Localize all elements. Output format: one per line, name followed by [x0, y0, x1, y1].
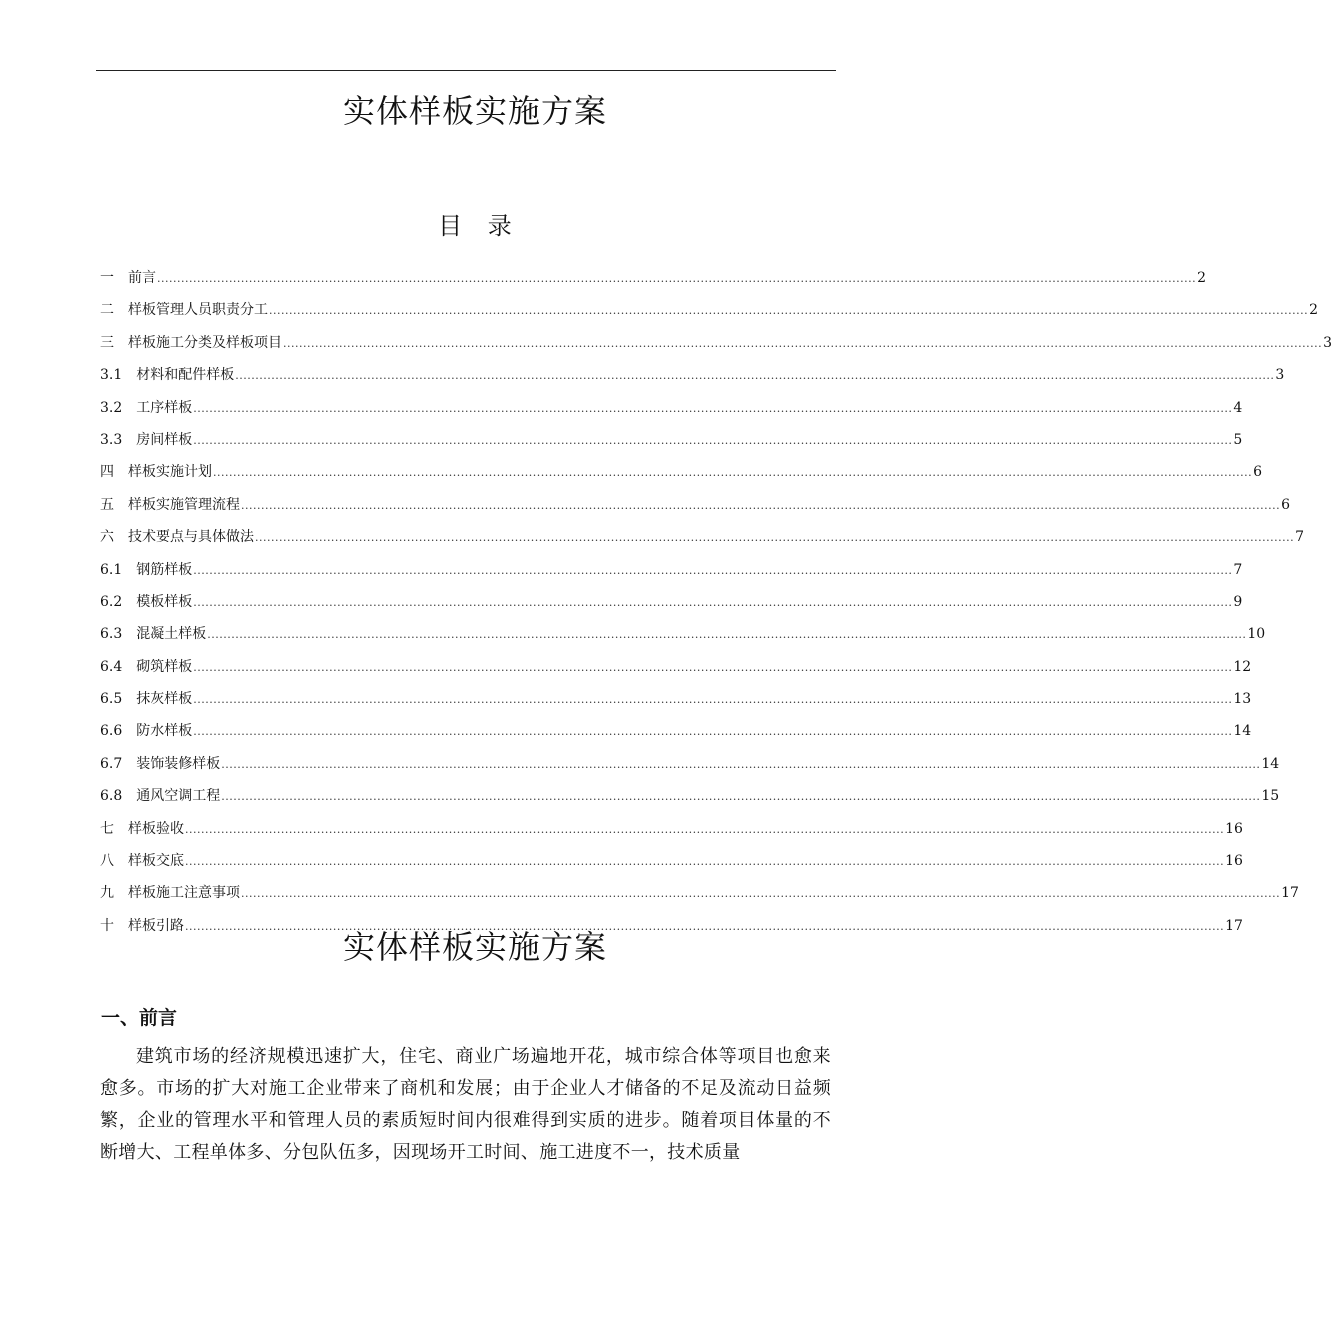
toc-entry-page: 5 [1233, 431, 1243, 448]
toc-entry-title: 混凝土样板 [136, 626, 207, 643]
toc-entry-title: 房间样板 [136, 431, 193, 448]
toc-entry[interactable] [100, 392, 1243, 424]
toc-entry-title: 样板施工注意事项 [128, 885, 240, 902]
toc-entry-number: 6.7 [100, 755, 123, 772]
toc-entry-page: 17 [1281, 885, 1299, 902]
toc-entry-page: 14 [1261, 755, 1280, 772]
toc-entry-page: 6 [1253, 464, 1263, 481]
toc-entry[interactable] [100, 586, 1243, 618]
toc-dot-leader: .................................................................................................................................................................................................................................................................... [193, 401, 1233, 415]
toc-entry-title: 样板管理人员职责分工 [128, 302, 268, 319]
toc-entry-title: 装饰装修样板 [136, 755, 221, 772]
toc-entry-title: 技术要点与具体做法 [128, 529, 254, 546]
toc-entry-page: 2 [1309, 302, 1319, 319]
toc-entry-number: 6.5 [100, 691, 123, 708]
toc-entry-page: 7 [1233, 561, 1243, 578]
body-paragraph: 建筑市场的经济规模迅速扩大，住宅、商业广场遍地开花，城市综合体等项目也愈来愈多。市场的扩大对施工企业带来了商机和发展；由于企业人才储备的不足及流动日益频繁，企业的管理水平和管理人员的素质短时间内很难得到实质的进步。随着项目体量的不断增大、工程单体多、分包队伍多，因现场开工时间、施工进度不一，技术质量 [100, 1046, 831, 1163]
toc-entry-number: 一 [100, 270, 114, 286]
toc-entry[interactable] [100, 618, 1266, 650]
toc-entry-number: 3.2 [100, 399, 123, 416]
toc-dot-leader: .................................................................................................................................................................................................................................................................... [193, 693, 1233, 707]
toc-entry-page: 16 [1225, 853, 1243, 870]
toc-entry-page: 12 [1233, 658, 1252, 675]
toc-entry-title: 样板交底 [128, 853, 184, 870]
toc-dot-leader: .................................................................................................................................................................................................................................................................... [185, 822, 1225, 836]
toc-dot-leader: .................................................................................................................................................................................................................................................................... [193, 660, 1233, 674]
toc-entry-title: 通风空调工程 [136, 788, 221, 805]
toc-entry-page: 4 [1233, 399, 1243, 416]
toc-entry[interactable] [100, 748, 1280, 780]
section-heading: 一、前言 [101, 1007, 178, 1029]
toc-entry-page: 2 [1197, 270, 1207, 286]
document-title: 实体样板实施方案 [342, 92, 607, 130]
toc-dot-leader: .................................................................................................................................................................................................................................................................... [193, 433, 1233, 447]
toc-entry-number: 五 [100, 496, 114, 513]
toc-entry-number: 二 [100, 302, 114, 319]
toc-entry[interactable] [100, 683, 1252, 715]
toc-entry[interactable] [100, 521, 1305, 553]
toc-entry-title: 样板验收 [128, 820, 184, 837]
toc-entry-page: 17 [1225, 917, 1243, 934]
toc-dot-leader: .................................................................................................................................................................................................................................................................... [193, 595, 1233, 609]
toc-entry-title: 样板引路 [128, 917, 184, 934]
toc-entry-title: 防水样板 [136, 723, 193, 740]
toc-entry-number: 6.6 [100, 723, 123, 740]
toc-entry-title: 前言 [128, 270, 156, 286]
toc-entry-page: 14 [1233, 723, 1252, 740]
toc-entry-number: 七 [100, 820, 114, 837]
toc-entry-page: 9 [1233, 593, 1243, 610]
toc-entry-number: 十 [100, 917, 114, 934]
toc-entry[interactable] [100, 813, 1243, 845]
toc-entry[interactable] [100, 327, 1332, 359]
toc-entry-number: 6.3 [100, 626, 123, 643]
toc-entry-number: 九 [100, 885, 114, 902]
toc-entry-number: 6.8 [100, 788, 123, 805]
toc-entry-number: 四 [100, 464, 114, 481]
toc-entry[interactable] [100, 262, 1207, 294]
toc-entry[interactable] [100, 780, 1280, 812]
toc-entry-title: 材料和配件样板 [136, 367, 235, 384]
table-of-contents [100, 262, 1332, 942]
toc-dot-leader: .................................................................................................................................................................................................................................................................... [193, 563, 1233, 577]
toc-entry-title: 钢筋样板 [136, 561, 193, 578]
toc-dot-leader: .................................................................................................................................................................................................................................................................... [185, 855, 1225, 869]
toc-entry-title: 模板样板 [136, 593, 193, 610]
toc-dot-leader: .................................................................................................................................................................................................................................................................... [283, 336, 1323, 350]
toc-entry-number: 6.2 [100, 593, 123, 610]
toc-entry[interactable] [100, 651, 1252, 683]
toc-entry-page: 13 [1233, 691, 1252, 708]
toc-entry[interactable] [100, 456, 1263, 488]
toc-entry[interactable] [100, 424, 1243, 456]
toc-dot-leader: .................................................................................................................................................................................................................................................................... [221, 757, 1261, 771]
toc-entry-number: 3.1 [100, 367, 123, 384]
toc-dot-leader: .................................................................................................................................................................................................................................................................... [235, 369, 1275, 383]
toc-entry-page: 10 [1247, 626, 1266, 643]
toc-dot-leader: .................................................................................................................................................................................................................................................................... [241, 887, 1281, 901]
toc-dot-leader: .................................................................................................................................................................................................................................................................... [213, 466, 1253, 480]
toc-dot-leader: .................................................................................................................................................................................................................................................................... [255, 531, 1295, 545]
toc-dot-leader: .................................................................................................................................................................................................................................................................... [185, 919, 1225, 933]
toc-entry-number: 3.3 [100, 431, 123, 448]
toc-dot-leader: .................................................................................................................................................................................................................................................................... [207, 628, 1247, 642]
toc-entry[interactable] [100, 554, 1243, 586]
toc-dot-leader: .................................................................................................................................................................................................................................................................... [221, 790, 1261, 804]
toc-entry[interactable] [100, 845, 1243, 877]
toc-entry-page: 3 [1323, 334, 1332, 351]
toc-entry-title: 样板实施计划 [128, 464, 212, 481]
toc-entry-number: 八 [100, 853, 114, 870]
toc-entry-page: 3 [1275, 367, 1285, 384]
toc-entry-number: 六 [100, 529, 114, 546]
toc-entry-title: 样板施工分类及样板项目 [128, 334, 282, 351]
toc-entry-title: 样板实施管理流程 [128, 496, 240, 513]
toc-entry[interactable] [100, 877, 1299, 909]
toc-entry-title: 工序样板 [136, 399, 193, 416]
toc-entry-title: 砌筑样板 [136, 658, 193, 675]
toc-entry[interactable] [100, 359, 1285, 391]
toc-dot-leader: .................................................................................................................................................................................................................................................................... [157, 272, 1197, 285]
toc-entry[interactable] [100, 294, 1319, 326]
toc-entry-page: 16 [1225, 820, 1243, 837]
toc-entry-title: 抹灰样板 [136, 691, 193, 708]
toc-entry-page: 7 [1295, 529, 1305, 546]
toc-entry-number: 6.1 [100, 561, 123, 578]
document-body-title: 实体样板实施方案 [342, 928, 607, 966]
toc-entry[interactable] [100, 715, 1252, 747]
toc-entry-number: 6.4 [100, 658, 123, 675]
toc-dot-leader: .................................................................................................................................................................................................................................................................... [269, 304, 1309, 318]
toc-entry[interactable] [100, 489, 1291, 521]
toc-entry-page: 6 [1281, 496, 1291, 513]
toc-dot-leader: .................................................................................................................................................................................................................................................................... [241, 498, 1281, 512]
toc-entry-number: 三 [100, 334, 114, 351]
toc-heading: 目 录 [438, 212, 512, 240]
header-rule [96, 70, 836, 71]
toc-dot-leader: .................................................................................................................................................................................................................................................................... [193, 725, 1233, 739]
toc-entry-page: 15 [1261, 788, 1280, 805]
